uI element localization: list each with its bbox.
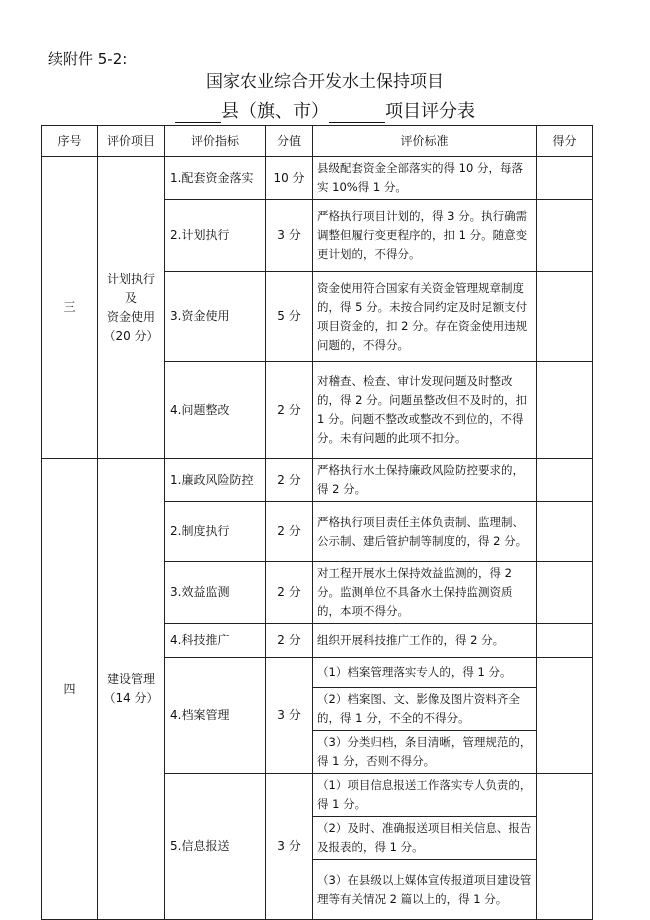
- col-header-indicator: 评价指标: [165, 126, 266, 157]
- indicator-cell: 3.资金使用: [165, 272, 266, 362]
- standard-cell: 对工程开展水土保持效益监测的，得 2 分。监测单位不具备水土保持监测资质的，本项不得分。: [313, 562, 537, 624]
- county-label: 县: [221, 101, 239, 122]
- result-cell[interactable]: [537, 562, 593, 624]
- standard-cell: 资金使用符合国家有关资金管理规章制度的，得 5 分。未按合同约定及时足额支付项目资金的，扣 2 分。存在资金使用违规问题的，不得分。: [313, 272, 537, 362]
- score-cell: 2 分: [266, 624, 313, 658]
- result-cell[interactable]: [537, 272, 593, 362]
- score-cell: 3 分: [266, 200, 313, 272]
- indicator-cell: 4.档案管理: [165, 658, 266, 774]
- col-header-item: 评价项目: [98, 126, 165, 157]
- score-cell: 2 分: [266, 562, 313, 624]
- result-cell[interactable]: [537, 502, 593, 562]
- banner-label: （旗、市）: [239, 101, 329, 122]
- attachment-label: 续附件 5-2:: [48, 50, 128, 68]
- col-header-result: 得分: [537, 126, 593, 157]
- project-blank: [329, 104, 385, 123]
- col-header-number: 序号: [42, 126, 98, 157]
- result-cell[interactable]: [537, 624, 593, 658]
- standard-cell: 严格执行水土保持廉政风险防控要求的，得 2 分。: [313, 459, 537, 502]
- indicator-cell: 4.科技推广: [165, 624, 266, 658]
- standard-cell: 严格执行项目责任主体负责制、监理制、公示制、建后管护制等制度的，得 2 分。: [313, 502, 537, 562]
- score-cell: 3 分: [266, 658, 313, 774]
- result-cell[interactable]: [537, 362, 593, 459]
- result-cell[interactable]: [537, 200, 593, 272]
- result-cell[interactable]: [537, 157, 593, 200]
- document-title: 国家农业综合开发水土保持项目: [206, 72, 444, 92]
- result-cell[interactable]: [537, 774, 593, 920]
- table-title: [0, 97, 650, 123]
- score-cell: 2 分: [266, 502, 313, 562]
- col-header-score: 分值: [266, 126, 313, 157]
- score-cell: 5 分: [266, 272, 313, 362]
- indicator-cell: 1.廉政风险防控: [165, 459, 266, 502]
- standard-sub-cell: （2）档案图、文、影像及图片资料齐全的，得 1 分，不全的不得分。: [313, 688, 537, 731]
- indicator-cell: 4.问题整改: [165, 362, 266, 459]
- result-cell[interactable]: [537, 459, 593, 502]
- standard-cell: 组织开展科技推广工作的，得 2 分。: [313, 624, 537, 658]
- standard-sub-cell: （3）分类归档，条目清晰，管理规范的，得 1 分，否则不得分。: [313, 731, 537, 774]
- section-item: 计划执行 及 资金使用 （20 分）: [98, 157, 165, 459]
- score-cell: 10 分: [266, 157, 313, 200]
- indicator-cell: 2.计划执行: [165, 200, 266, 272]
- section-number: 三: [42, 157, 98, 459]
- standard-sub-cell: （2）及时、准确报送项目相关信息、报告及报表的，得 1 分。: [313, 817, 537, 860]
- standard-cell: 对稽查、检查、审计发现问题及时整改的，得 2 分。问题虽整改但不及时的，扣 1 分。问题不整改或整改不到位的，不得分。未有问题的此项不扣分。: [313, 362, 537, 459]
- indicator-cell: 1.配套资金落实: [165, 157, 266, 200]
- standard-sub-cell: （3）在县级以上媒体宣传报道项目建设管理等有关情况 2 篇以上的，得 1 分。: [313, 860, 537, 920]
- county-blank: [175, 104, 221, 123]
- standard-cell: 严格执行项目计划的，得 3 分。执行确需调整但履行变更程序的，扣 1 分。随意变更计划的，不得分。: [313, 200, 537, 272]
- standard-sub-cell: （1）项目信息报送工作落实专人负责的，得 1 分。: [313, 774, 537, 817]
- result-cell[interactable]: [537, 658, 593, 774]
- table-row: [42, 157, 593, 200]
- standard-sub-cell: （1）档案管理落实专人的，得 1 分。: [313, 658, 537, 688]
- section-number: 四: [42, 459, 98, 920]
- col-header-standard: 评价标准: [313, 126, 537, 157]
- indicator-cell: 5.信息报送: [165, 774, 266, 920]
- table-name-label: 项目评分表: [385, 101, 475, 122]
- score-cell: 2 分: [266, 362, 313, 459]
- indicator-cell: 3.效益监测: [165, 562, 266, 624]
- header-row: [42, 126, 593, 157]
- section-item: 建设管理 （14 分）: [98, 459, 165, 920]
- score-cell: 2 分: [266, 459, 313, 502]
- table-row: [42, 459, 593, 502]
- score-cell: 3 分: [266, 774, 313, 920]
- score-table: [41, 125, 593, 920]
- indicator-cell: 2.制度执行: [165, 502, 266, 562]
- standard-cell: 县级配套资金全部落实的得 10 分，每落实 10%得 1 分。: [313, 157, 537, 200]
